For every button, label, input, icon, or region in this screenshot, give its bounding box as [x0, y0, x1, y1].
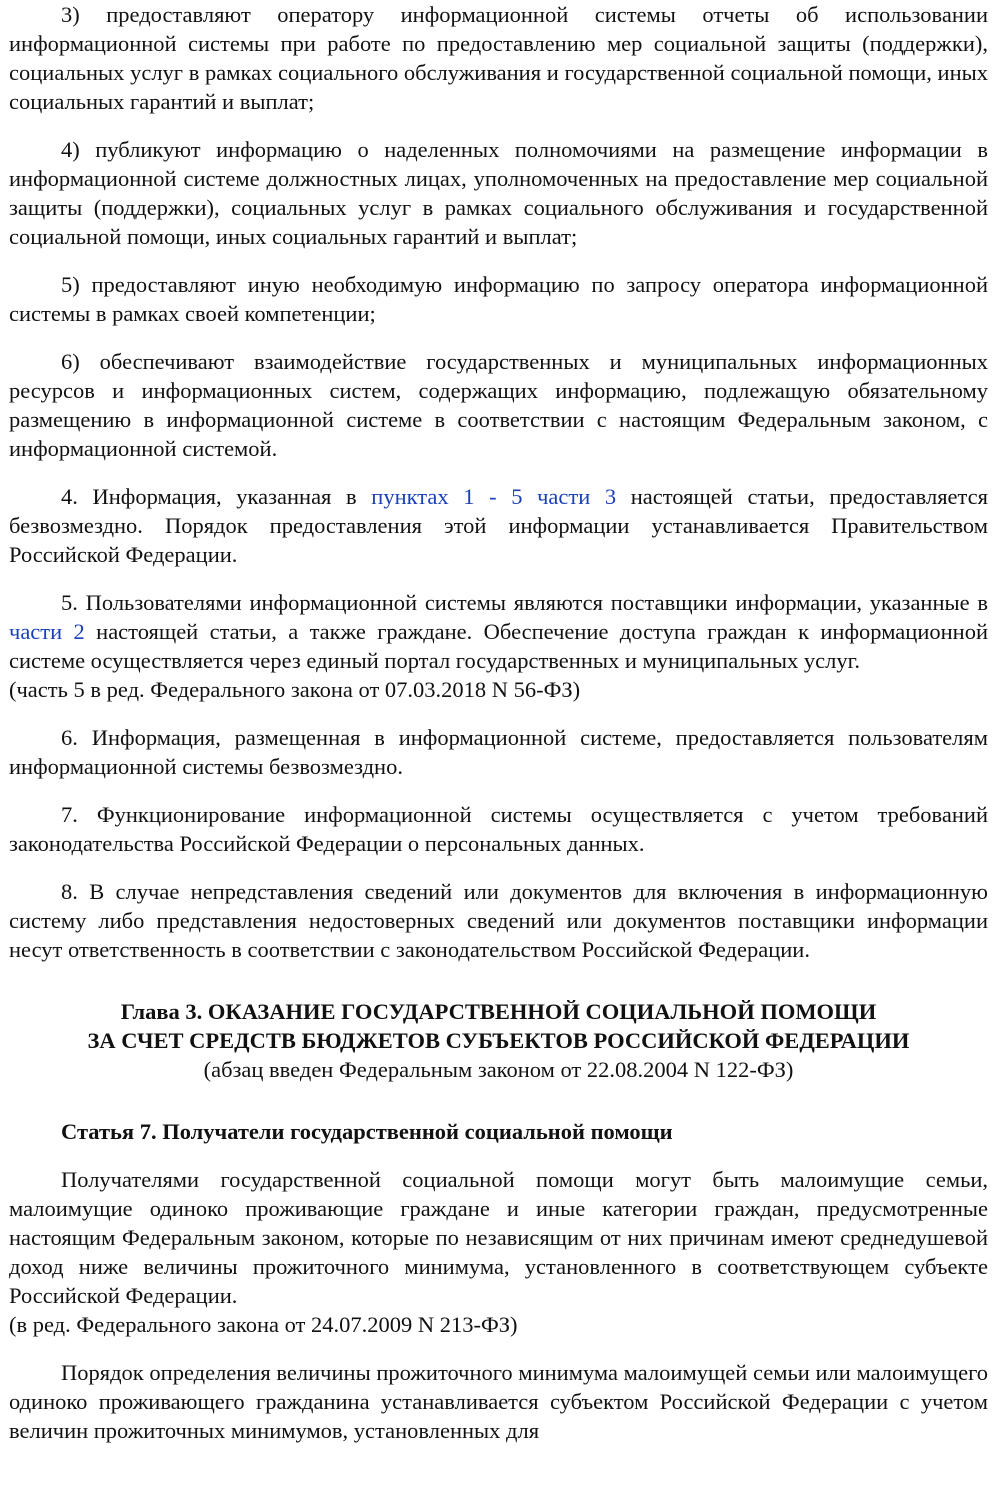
article-7-title: Статья 7. Получатели государственной социальной помощи [61, 1119, 673, 1144]
paragraph-part-5 [9, 588, 988, 675]
paragraph-item-6: 6) обеспечивают взаимодействие государственных и муниципальных информационных ресурсов и информационных систем, содержащих информацию, подлежащую обязательному размещению в информационной системе в соответствии с настоящим Федеральным законом, с информационной системой. [9, 349, 988, 461]
part-4-text-before: 4. Информация, указанная в [61, 484, 372, 509]
chapter-title-line-2: ЗА СЧЕТ СРЕДСТВ БЮДЖЕТОВ СУБЪЕКТОВ РОССИЙСКОЙ ФЕДЕРАЦИИ [87, 1028, 910, 1053]
part-5-text-after: настоящей статьи, а также граждане. Обеспечение доступа граждан к информационной системе осуществляется через единый портал государственных и муниципальных услуг. [9, 619, 988, 673]
link-items-1-5-part-3[interactable]: пунктах 1 - 5 части 3 [371, 484, 617, 509]
paragraph-item-4: 4) публикуют информацию о наделенных полномочиями на размещение информации в информационной системе должностных лицах, уполномоченных на предоставление мер социальной защиты (поддержки), социальных услуг в рамках социального обслуживания и государственной социальной помощи, иных социальных гарантий и выплат; [9, 137, 988, 249]
link-part-2[interactable]: части 2 [9, 619, 85, 644]
amendment-note-article-7: (в ред. Федерального закона от 24.07.2009 N 213-ФЗ) [9, 1312, 518, 1337]
amendment-note-part-5: (часть 5 в ред. Федерального закона от 07.03.2018 N 56-ФЗ) [9, 677, 581, 702]
paragraph-part-4 [9, 482, 988, 569]
chapter-amendment-note: (абзац введен Федеральным законом от 22.08.2004 N 122-ФЗ) [203, 1057, 794, 1082]
paragraph-item-5: 5) предоставляют иную необходимую информацию по запросу оператора информационной системы в рамках своей компетенции; [9, 272, 988, 326]
document-page [9, 0, 988, 1445]
paragraph-part-7: 7. Функционирование информационной системы осуществляется с учетом требований законодательства Российской Федерации о персональных данных. [9, 802, 988, 856]
part-4-text-after: настоящей статьи, предоставляется безвозмездно. Порядок предоставления этой информации устанавливается Правительством Российской Федерации. [9, 484, 988, 567]
paragraph-part-8: 8. В случае непредставления сведений или документов для включения в информационную систему либо представления недостоверных сведений или документов поставщики информации несут ответственность в соответствии с законодательством Российской Федерации. [9, 879, 988, 962]
paragraph-article-7-recipients: Получателями государственной социальной помощи могут быть малоимущие семьи, малоимущие одиноко проживающие граждане и иные категории граждан, предусмотренные настоящим Федеральным законом, которые по независящим от них причинам имеют среднедушевой доход ниже величины прожиточного минимума, установленного в соответствующем субъекте Российской Федерации. [9, 1167, 988, 1308]
part-5-text-before: 5. Пользователями информационной системы являются поставщики информации, указанные в [61, 590, 988, 615]
paragraph-item-3: 3) предоставляют оператору информационной системы отчеты об использовании информационной системы при работе по предоставлению мер социальной защиты (поддержки), социальных услуг в рамках социального обслуживания и государственной социальной помощи, иных социальных гарантий и выплат; [9, 2, 988, 114]
paragraph-part-6: 6. Информация, размещенная в информационной системе, предоставляется пользователям информационной системы безвозмездно. [9, 725, 988, 779]
chapter-title-line-1: Глава 3. ОКАЗАНИЕ ГОСУДАРСТВЕННОЙ СОЦИАЛЬНОЙ ПОМОЩИ [120, 999, 877, 1024]
paragraph-article-7-subsistence: Порядок определения величины прожиточного минимума малоимущей семьи или малоимущего одиноко проживающего гражданина устанавливается субъектом Российской Федерации с учетом величин прожиточных минимумов, установленных для [9, 1360, 988, 1443]
